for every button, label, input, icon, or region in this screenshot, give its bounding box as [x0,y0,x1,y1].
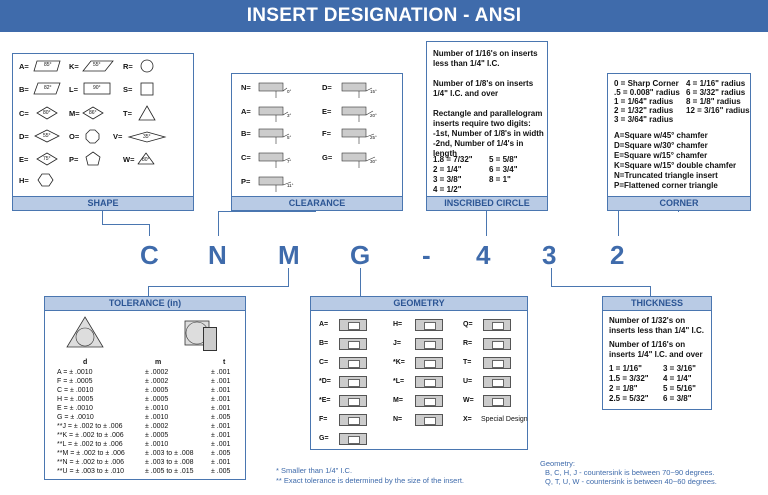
thickness-value: 2.5 = 5/32" [609,394,649,403]
geometry-icon-hole [424,341,436,349]
shape-l-angle: 90° [93,85,101,91]
geometry-icon-hole [424,379,436,387]
tolerance-cell: ± .005 [211,414,231,421]
tolerance-cell: G = ± .0010 [57,414,94,421]
ic-value: 1.8 = 7/32" [433,155,473,164]
shape-code: K= [69,62,79,71]
geometry-code: J= [393,340,401,347]
tolerance-label: TOLERANCE (in) [45,297,245,311]
clearance-c-angle: 7° [287,159,292,164]
connector-line [486,211,487,236]
tolerance-cell: E = ± .0010 [57,405,93,412]
geometry-panel [310,296,528,450]
geometry-icon-hole [348,436,360,444]
corner-value: .5 = 0.008" radius [614,88,680,97]
geometry-code: W= [463,397,474,404]
code-letter-ic: 4 [476,240,491,270]
geometry-icon-hole [492,398,504,406]
tolerance-panel [44,296,246,480]
geometry-icon [339,395,367,407]
tolerance-cell: **U = ± .003 to ± .010 [57,468,125,475]
shape-code: M= [69,109,80,118]
shape-code: R= [123,62,133,71]
shape-k-angle: 55° [93,62,101,68]
geometry-icon [483,376,511,388]
geometry-icon-hole [348,360,360,368]
shape-code: D= [19,132,29,141]
corner-chamfer: E=Square w/15° chamfer [614,151,708,160]
geometry-icon-hole [348,341,360,349]
geometry-icon [483,357,511,369]
geometry-icon [339,433,367,445]
tolerance-cell: ± .001 [211,441,231,448]
clearance-e-icon [342,107,366,115]
geometry-icon-hole [492,360,504,368]
geometry-code: N= [393,416,403,423]
thickness-text-1: Number of 1/32's on inserts less than 1/4" I.C. [609,316,704,335]
geometry-icon [415,395,443,407]
code-letter-geometry: G [350,240,371,270]
code-letter-tolerance: M [278,240,300,270]
tolerance-cell: **K = ± .002 to ± .006 [57,432,124,439]
geometry-icon [415,338,443,350]
corner-value: 1 = 1/64" radius [614,97,674,106]
page-title: INSERT DESIGNATION - ANSI [0,0,768,32]
ic-text-1: Number of 1/16's on inserts less than 1/4" I.C. [433,49,538,68]
ic-text-3: Rectangle and parallelogram inserts require two digits: [433,109,543,128]
corner-panel [607,73,751,211]
tolerance-cell: ± .001 [211,387,231,394]
thickness-text-2: Number of 1/16's on inserts 1/4" I.C. and over [609,340,703,359]
tolerance-cell: ± .003 to ± .008 [145,450,194,457]
connector-line [148,286,289,287]
clearance-code: C= [241,153,251,162]
corner-chamfer: P=Flattened corner triangle [614,181,718,190]
clearance-n-angle: 0° [287,89,292,94]
clearance-label: CLEARANCE [232,196,402,210]
corner-chamfer: N=Truncated triangle insert [614,171,718,180]
shape-code: B= [19,85,29,94]
clearance-code: F= [322,129,331,138]
tolerance-cell: ± .001 [211,396,231,403]
clearance-d-icon [342,83,366,91]
corner-value: 2 = 1/32" radius [614,106,674,115]
geometry-code: U= [463,378,473,385]
connector-line [149,224,150,236]
tolerance-cell: ± .005 to ± .015 [145,468,194,475]
corner-value: 4 = 1/16" radius [686,79,746,88]
geometry-code: F= [319,416,328,423]
corner-chamfer: A=Square w/45° chamfer [614,131,708,140]
tolerance-cell: **N = ± .002 to ± .006 [57,459,125,466]
clearance-p-icon [259,177,283,185]
geometry-code: A= [319,321,329,328]
thickness-label: THICKNESS [603,297,711,311]
clearance-panel [231,73,403,211]
shape-b-angle: 82° [44,85,52,91]
shape-d-angle: 55° [43,133,51,139]
tolerance-cell: A = ± .0010 [57,369,93,376]
tolerance-cell: ± .0002 [145,423,169,430]
ic-value: 6 = 3/4" [489,165,518,174]
connector-line [218,211,219,236]
geometry-code: *E= [319,397,331,404]
clearance-d-angle: 15° [370,89,377,94]
clearance-code: E= [322,107,332,116]
geometry-icon-hole [492,322,504,330]
geometry-icon-hole [424,322,436,330]
geometry-icon-hole [348,417,360,425]
tolerance-cell: ± .001 [211,378,231,385]
shape-icons [13,54,193,196]
geometry-code: B= [319,340,329,347]
footnote-geometry-2: Q, T, U, W - countersink is between 40~60 degrees. [545,477,717,486]
geometry-icon-hole [492,379,504,387]
geometry-icon [339,319,367,331]
geometry-code: H= [393,321,403,328]
thickness-value: 6 = 3/8" [663,394,692,403]
geometry-icon [415,357,443,369]
tolerance-cell: ± .0005 [145,387,169,394]
tolerance-cell: ± .005 [211,468,231,475]
shape-e-angle: 75° [43,156,51,162]
shape-s-icon [141,83,153,95]
tolerance-cell: ± .001 [211,423,231,430]
geometry-code: C= [319,359,329,366]
clearance-g-angle: 30° [370,159,377,164]
corner-value: 6 = 3/32" radius [686,88,746,97]
geometry-icon [339,338,367,350]
shape-code: W= [123,155,135,164]
geometry-icon [415,414,443,426]
connector-line [678,211,679,212]
shape-code: E= [19,155,29,164]
clearance-a-icon [259,107,283,115]
tolerance-t-icon [203,327,217,351]
tolerance-cell: F = ± .0005 [57,378,93,385]
ic-value: 2 = 1/4" [433,165,462,174]
shape-code: V= [113,132,123,141]
clearance-code: D= [322,83,332,92]
code-letter-thickness: 3 [542,240,557,270]
geometry-icon-hole [348,322,360,330]
tolerance-cell: ± .0005 [145,432,169,439]
geometry-icon-hole [492,341,504,349]
geometry-icon-hole [348,398,360,406]
footnote-geometry-1: B, C, H, J - countersink is between 70~90 degrees. [545,468,715,477]
shape-code: A= [19,62,29,71]
tolerance-cell: ± .001 [211,369,231,376]
geometry-icon [339,414,367,426]
tolerance-cell: C = ± .0010 [57,387,94,394]
thickness-value: 2 = 1/8" [609,384,638,393]
thickness-value: 3 = 3/16" [663,364,696,373]
tolerance-cell: **L = ± .002 to ± .006 [57,441,123,448]
thickness-value: 5 = 5/16" [663,384,696,393]
geometry-icon [415,319,443,331]
ic-text-4: -1st, Number of 1/8's in width [433,129,544,138]
tolerance-cell: **M = ± .002 to ± .006 [57,450,125,457]
tolerance-cell: ± .001 [211,459,231,466]
tolerance-cell: ± .005 [211,450,231,457]
shape-code: S= [123,85,133,94]
connector-line [650,286,651,296]
tolerance-cell: ± .0005 [145,396,169,403]
geometry-icon [339,376,367,388]
footnote-geometry-title: Geometry: [540,459,576,468]
ic-text-5: -2nd, Number of 1/4's in length [433,139,524,158]
thickness-value: 1.5 = 3/32" [609,374,649,383]
clearance-c-icon [259,153,283,161]
shape-t-icon [139,106,155,120]
geometry-icon [483,319,511,331]
tolerance-cell: ± .001 [211,405,231,412]
corner-value: 8 = 1/8" radius [686,97,741,106]
tolerance-cell: **J = ± .002 to ± .006 [57,423,123,430]
tolerance-cell: ± .0010 [145,441,169,448]
tolerance-cell: ± .0010 [145,414,169,421]
tolerance-cell: ± .0010 [145,405,169,412]
tolerance-cell: H = ± .0005 [57,396,94,403]
shape-c-angle: 80° [43,110,51,116]
geometry-icon [339,357,367,369]
clearance-g-icon [342,153,366,161]
clearance-p-angle: 11° [287,183,294,188]
shape-o-icon [86,130,99,143]
geometry-code: *D= [319,378,331,385]
connector-line [218,211,316,212]
clearance-code: P= [241,177,251,186]
code-letter-clearance: N [208,240,227,270]
clearance-a-angle: 3° [287,113,292,118]
tolerance-cell: ± .0002 [145,369,169,376]
shape-v-angle: 35° [143,134,151,140]
clearance-b-angle: 5° [287,135,292,140]
clearance-code: N= [241,83,251,92]
geometry-code: Q= [463,321,473,328]
shape-code: H= [19,176,29,185]
shape-h-icon [38,174,53,186]
ic-text-2: Number of 1/8's on inserts 1/4" I.C. and over [433,79,534,98]
tolerance-cell: ± .003 to ± .008 [145,459,194,466]
ic-value: 4 = 1/2" [433,185,462,194]
tolerance-d-icon [67,317,103,347]
geometry-label: GEOMETRY [311,297,527,311]
shape-code: O= [69,132,80,141]
thickness-value: 1 = 1/16" [609,364,642,373]
thickness-value: 4 = 1/4" [663,374,692,383]
shape-p-icon [86,152,100,165]
corner-value: 12 = 3/16" radius [686,106,750,115]
geometry-code: *L= [393,378,405,385]
corner-label: CORNER [608,196,750,210]
geometry-code: *K= [393,359,405,366]
shape-label: SHAPE [13,196,193,210]
tolerance-cell: ± .001 [211,432,231,439]
tolerance-cell: ± .0002 [145,378,169,385]
corner-value: 3 = 3/64" radius [614,115,674,124]
geometry-icon [483,395,511,407]
shape-code: P= [69,155,79,164]
shape-code: L= [69,85,78,94]
clearance-b-icon [259,129,283,137]
geometry-code: X= [463,416,472,423]
thickness-panel [602,296,712,410]
tolerance-header-d: d [83,359,88,366]
connector-line [102,211,103,225]
connector-line [102,224,150,225]
clearance-code: G= [322,153,333,162]
geometry-special-design: Special Design [481,416,528,423]
clearance-code: A= [241,107,251,116]
geometry-code: R= [463,340,473,347]
clearance-f-icon [342,129,366,137]
corner-chamfer: K=Square w/15° double chamfer [614,161,737,170]
clearance-f-angle: 25° [370,135,377,140]
code-letter-corner: 2 [610,240,625,270]
shape-m-angle: 86° [89,110,97,116]
geometry-icon-hole [348,379,360,387]
shape-code: C= [19,109,29,118]
geometry-icon [483,338,511,350]
tolerance-header-m: m [155,359,162,366]
code-letter-shape: C [140,240,159,270]
corner-chamfer: D=Square w/30° chamfer [614,141,708,150]
clearance-code: B= [241,129,251,138]
inscribed-circle-label: INSCRIBED CIRCLE [427,196,547,210]
geometry-icon [415,376,443,388]
clearance-n-icon [259,83,283,91]
ic-value: 5 = 5/8" [489,155,518,164]
code-letter-dash: - [422,240,431,270]
shape-r-icon [141,60,153,72]
shape-a-angle: 85° [44,62,52,68]
inscribed-circle-panel [426,41,548,211]
footnote-star2: ** Exact tolerance is determined by the size of the insert. [276,476,465,485]
tolerance-header-t: t [223,359,226,366]
footnote-star1: * Smaller than 1/4" I.C. [276,466,353,475]
corner-value: 0 = Sharp Corner [614,79,679,88]
connector-line [618,211,619,236]
connector-line [551,286,651,287]
shape-code: T= [123,109,132,118]
shape-w-angle: 80° [142,157,150,163]
geometry-code: T= [463,359,472,366]
ic-value: 8 = 1" [489,175,511,184]
shape-panel [12,53,194,211]
geometry-icon-hole [424,398,436,406]
geometry-icon-hole [424,360,436,368]
geometry-icon-hole [424,417,436,425]
geometry-code: G= [319,435,329,442]
connector-line [148,286,149,296]
geometry-code: M= [393,397,403,404]
connector-line [360,268,361,296]
clearance-e-angle: 20° [370,113,377,118]
ic-value: 3 = 3/8" [433,175,462,184]
